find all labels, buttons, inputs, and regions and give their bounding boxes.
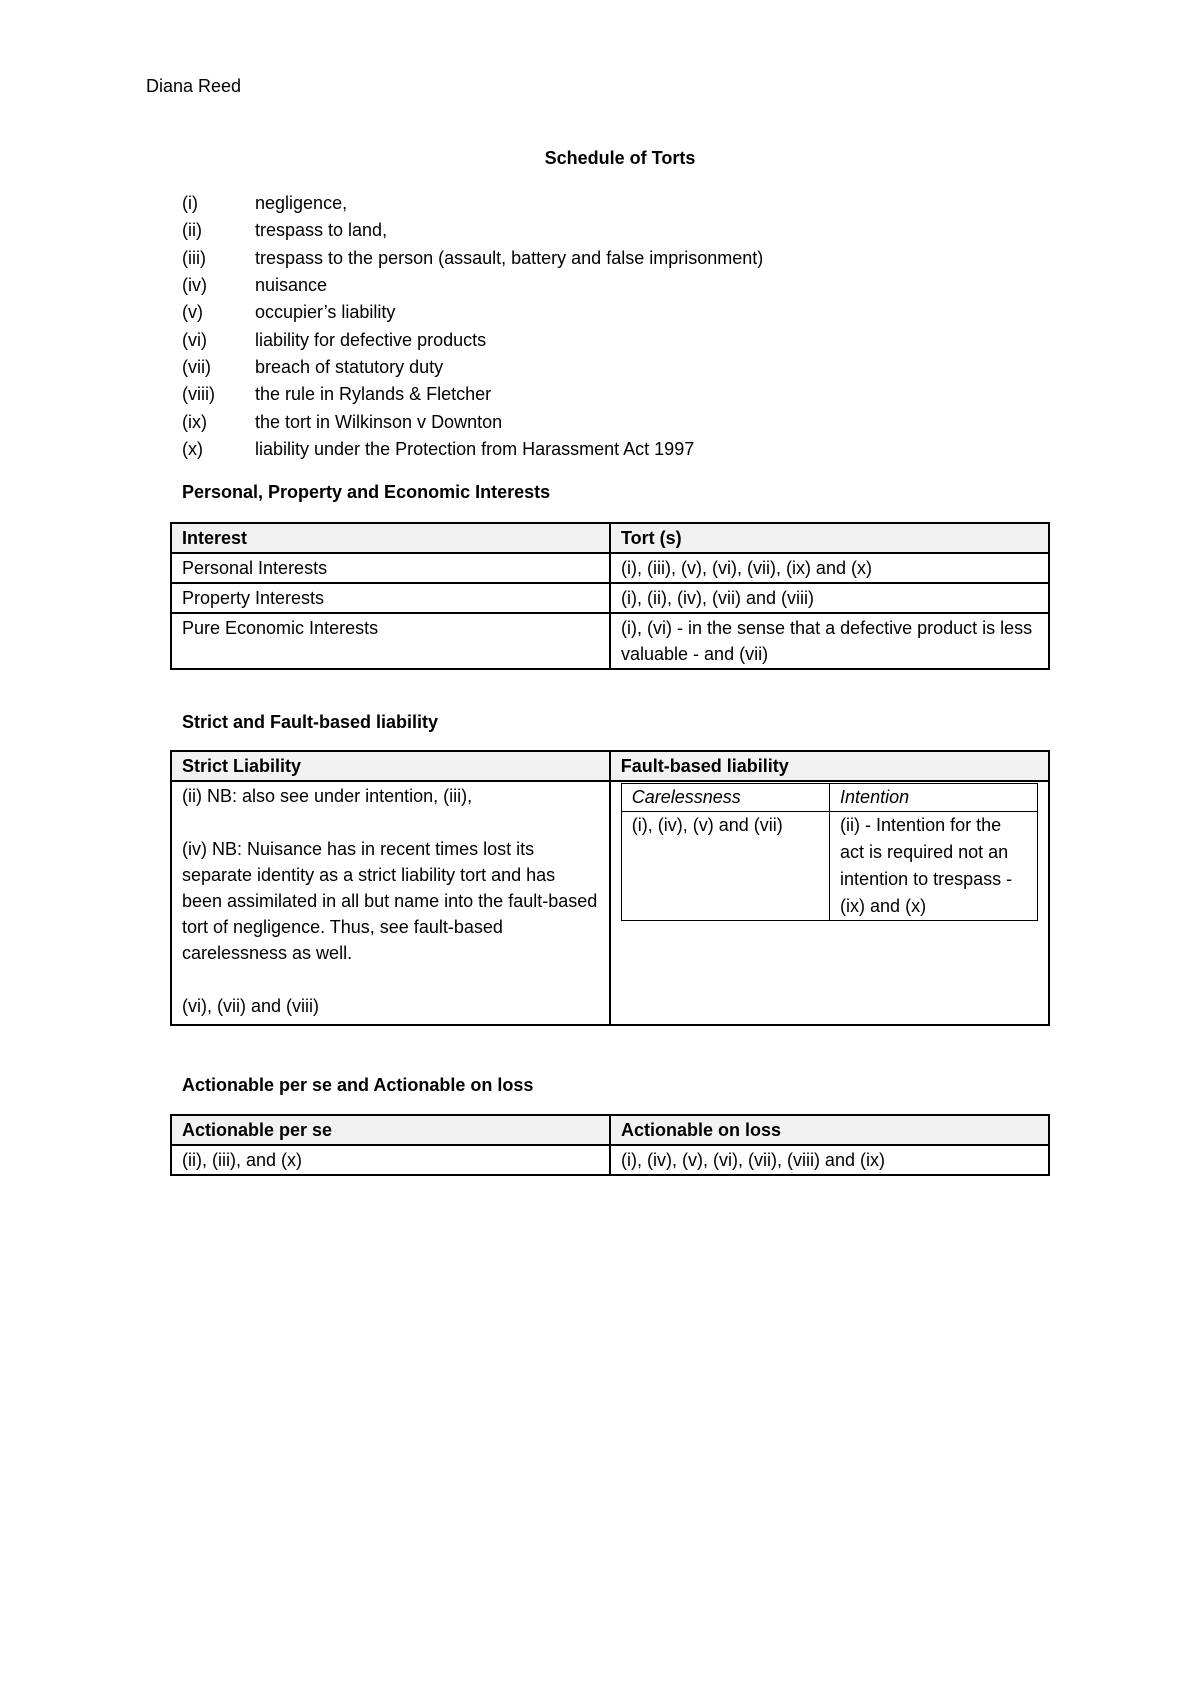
interests-heading: Personal, Property and Economic Interests [182, 482, 551, 502]
fault-subtable [621, 783, 1038, 921]
table-row [171, 613, 1049, 669]
strict-line-1: (ii) NB: also see under intention, (iii), [182, 786, 473, 806]
list-text: the rule in Rylands & Fletcher [255, 384, 492, 405]
list-number: (viii) [182, 384, 215, 405]
list-item [182, 436, 763, 463]
col-header-torts: Tort (s) [610, 523, 1049, 553]
list-text: negligence, [255, 193, 348, 214]
cell-per-se: (ii), (iii), and (x) [171, 1145, 610, 1175]
list-item [182, 299, 763, 326]
col-header-strict: Strict Liability [171, 751, 610, 781]
list-number: (i) [182, 193, 198, 214]
strict-line-3: (vi), (vii) and (viii) [182, 996, 319, 1016]
cell-interest: Personal Interests [171, 553, 610, 583]
list-item [182, 190, 763, 217]
list-number: (iv) [182, 275, 207, 296]
list-number: (iii) [182, 247, 206, 268]
cell-interest: Pure Economic Interests [171, 613, 610, 669]
list-text: trespass to the person (assault, battery and false imprisonment) [255, 247, 764, 268]
list-item [182, 217, 763, 244]
list-item [182, 326, 763, 353]
list-text: nuisance [255, 275, 328, 296]
document-title: Schedule of Torts [544, 148, 696, 168]
table-header-row [171, 751, 1049, 781]
cell-torts: (i), (ii), (iv), (vii) and (viii) [610, 583, 1049, 613]
subheader-carelessness: Carelessness [621, 784, 829, 812]
subtable-header-row [621, 784, 1037, 812]
table-row [171, 553, 1049, 583]
list-number: (vii) [182, 356, 211, 377]
interests-table [170, 522, 1050, 670]
list-text: occupier’s liability [255, 302, 396, 323]
list-text: liability under the Protection from Harassment Act 1997 [255, 438, 695, 459]
cell-strict-liability [171, 781, 610, 1025]
list-item [182, 408, 763, 435]
table-row [171, 583, 1049, 613]
author-name: Diana Reed [146, 76, 242, 96]
list-item [182, 354, 763, 381]
list-number: (ii) [182, 220, 202, 241]
strict-line-2: (iv) NB: Nuisance has in recent times lost its separate identity as a strict liability tort and has been assimilated in all but name into the fault-based tort of negligence. Thus, see fault-based carelessness as well. [182, 839, 598, 963]
liability-heading: Strict and Fault-based liability [182, 712, 439, 732]
col-header-fault: Fault-based liability [610, 751, 1049, 781]
cell-on-loss: (i), (iv), (v), (vi), (vii), (viii) and (ix) [610, 1145, 1049, 1175]
cell-torts: (i), (iii), (v), (vi), (vii), (ix) and (x) [610, 553, 1049, 583]
list-number: (ix) [182, 411, 207, 432]
list-number: (x) [182, 438, 203, 459]
col-header-on-loss: Actionable on loss [610, 1115, 1049, 1145]
cell-interest: Property Interests [171, 583, 610, 613]
subheader-intention: Intention [830, 784, 1038, 812]
table-row [171, 781, 1049, 1025]
list-text: trespass to land, [255, 220, 388, 241]
list-text: breach of statutory duty [255, 356, 444, 377]
table-header-row [171, 1115, 1049, 1145]
table-header-row [171, 523, 1049, 553]
list-number: (vi) [182, 329, 207, 350]
cell-intention: (ii) - Intention for the act is required not an intention to trespass - (ix) and (x) [830, 812, 1038, 921]
col-header-interest: Interest [171, 523, 610, 553]
list-number: (v) [182, 302, 203, 323]
list-text: the tort in Wilkinson v Downton [255, 411, 503, 432]
cell-fault-liability [610, 781, 1049, 1025]
list-item [182, 381, 763, 408]
cell-carelessness: (i), (iv), (v) and (vii) [621, 812, 829, 921]
subtable-row [621, 812, 1037, 921]
list-item [182, 272, 763, 299]
actionable-table [170, 1114, 1050, 1176]
torts-list [182, 190, 763, 463]
table-row [171, 1145, 1049, 1175]
actionable-heading: Actionable per se and Actionable on loss [182, 1075, 534, 1095]
list-item [182, 245, 763, 272]
liability-table [170, 750, 1050, 1026]
list-text: liability for defective products [255, 329, 487, 350]
col-header-per-se: Actionable per se [171, 1115, 610, 1145]
cell-torts: (i), (vi) - in the sense that a defective product is less valuable - and (vii) [610, 613, 1049, 669]
